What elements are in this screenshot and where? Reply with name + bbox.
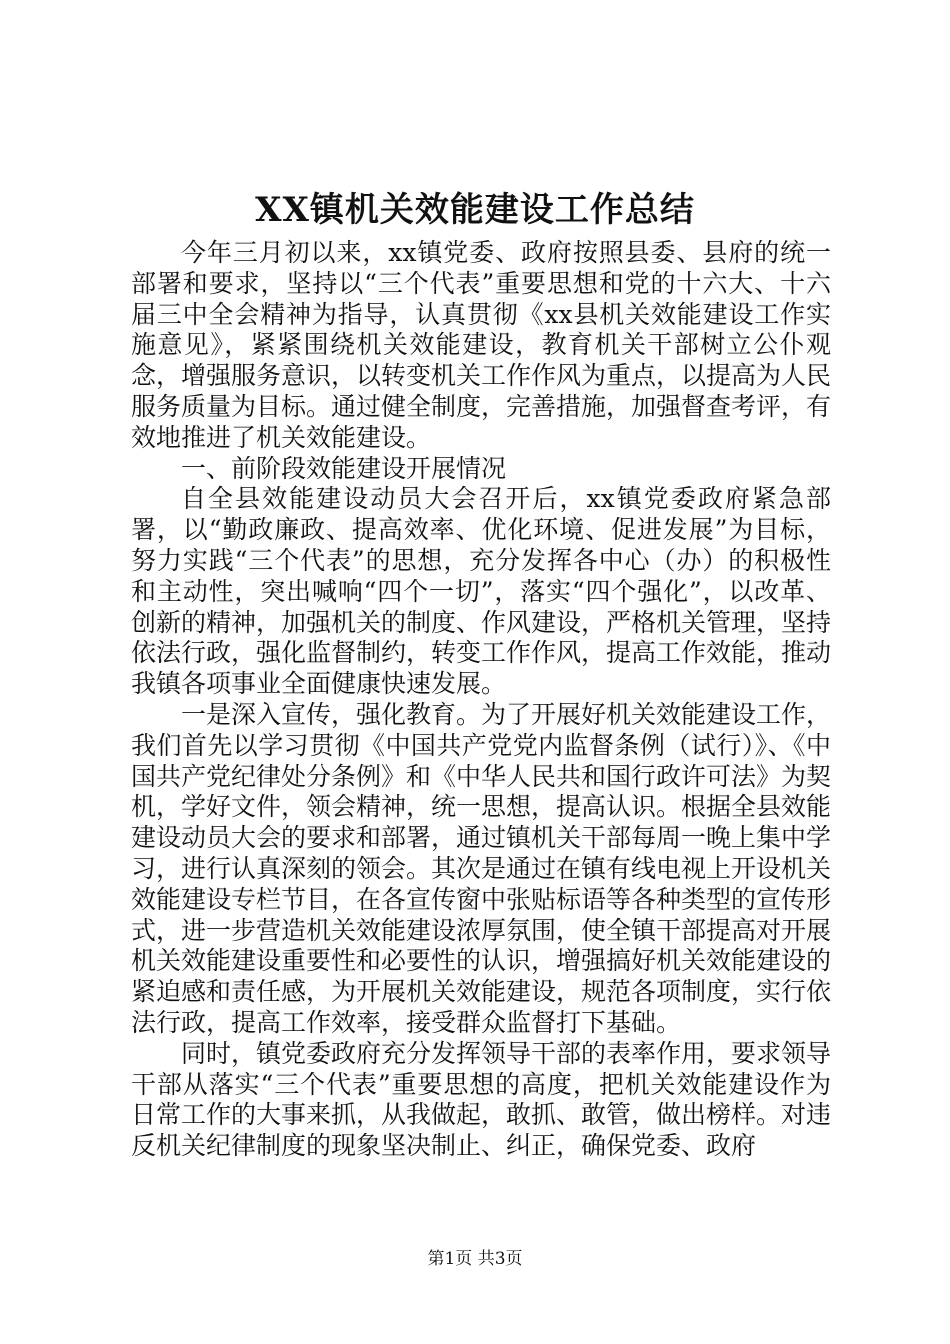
- paragraph-overview: 自全县效能建设动员大会召开后，xx镇党委政府紧急部署，以“勤政廉政、提高效率、优化环境、促进发展”为目标，努力实践“三个代表”的思想，充分发挥各中心（办）的积极性和主动性，突出喊响“四个一切”，落实“四个强化”，以改革、创新的精神，加强机关的制度、作风建设，严格机关管理，坚持依法行政，强化监督制约，转变工作作风，提高工作效能，推动我镇各项事业全面健康快速发展。: [131, 484, 832, 699]
- section-heading: 一、前阶段效能建设开展情况: [181, 453, 507, 483]
- paragraph-intro: 今年三月初以来，xx镇党委、政府按照县委、县府的统一部署和要求，坚持以“三个代表”重要思想和党的十六大、十六届三中全会精神为指导，认真贯彻《xx县机关效能建设工作实施意见》，紧紧围绕机关效能建设，教育机关干部树立公仆观念，增强服务意识，以转变机关工作作风为重点，以提高为人民服务质量为目标。通过健全制度，完善措施，加强督查考评，有效地推进了机关效能建设。: [131, 238, 832, 452]
- paragraph-leadership: 同时，镇党委政府充分发挥领导干部的表率作用，要求领导干部从落实“三个代表”重要思想的高度，把机关效能建设作为日常工作的大事来抓，从我做起，敢抓、敢管，做出榜样。对违反机关纪律制度的现象坚决制止、纠正，确保党委、政府: [131, 1038, 832, 1161]
- page-footer: 第1页 共3页: [427, 1249, 523, 1269]
- document-body: [131, 238, 831, 1162]
- document-title: XX镇机关效能建设工作总结: [255, 190, 695, 230]
- paragraph-publicity: 一是深入宣传，强化教育。为了开展好机关效能建设工作，我们首先以学习贯彻《中国共产党党内监督条例（试行）》、《中国共产党纪律处分条例》和《中华人民共和国行政许可法》为契机，学好文件，领会精神，统一思想，提高认识。根据全县效能建设动员大会的要求和部署，通过镇机关干部每周一晚上集中学习，进行认真深刻的领会。其次是通过在镇有线电视上开设机关效能建设专栏节目，在各宣传窗中张贴标语等各种类型的宣传形式，进一步营造机关效能建设浓厚氛围，使全镇干部提高对开展机关效能建设重要性和必要性的认识，增强搞好机关效能建设的紧迫感和责任感，为开展机关效能建设，规范各项制度，实行依法行政，提高工作效率，接受群众监督打下基础。: [131, 699, 832, 1037]
